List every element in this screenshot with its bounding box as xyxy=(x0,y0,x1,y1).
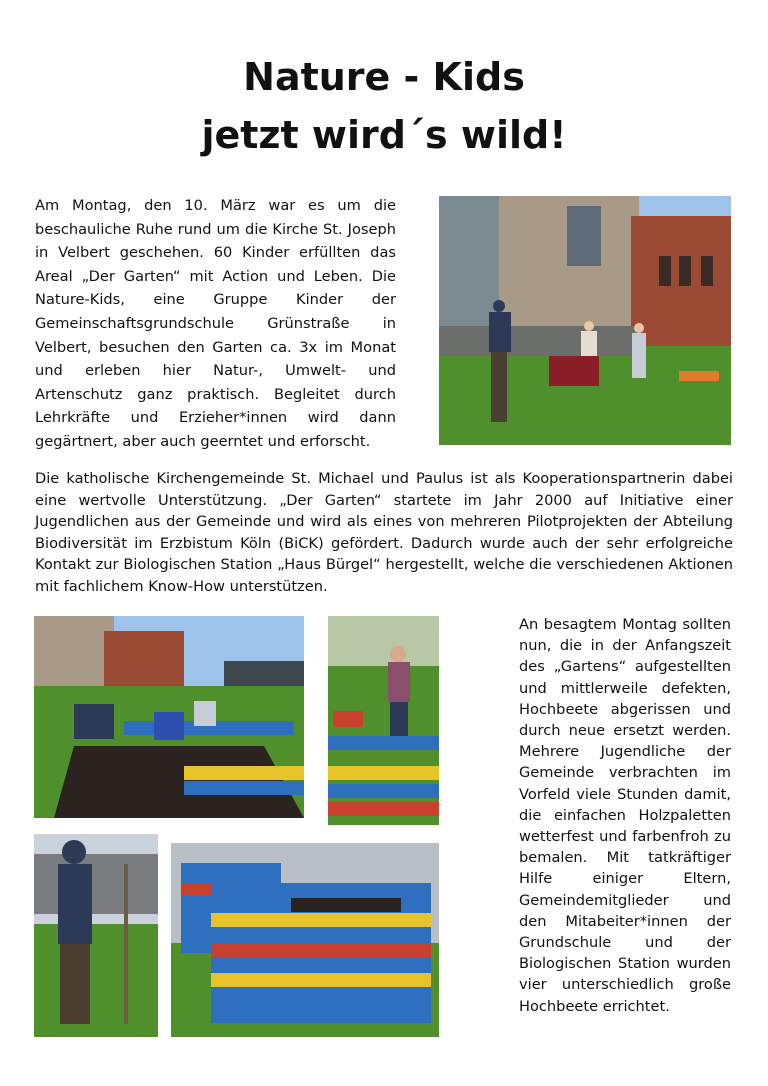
page-title-line-1: Nature - Kids xyxy=(243,55,525,99)
page-title-line-2: jetzt wird´s wild! xyxy=(201,113,567,157)
intro-paragraph: Am Montag, den 10. März war es um die beschauliche Ruhe rund um die Kirche St. Joseph in Velbert geschehen. 60 Kinder erfüllten das Areal „Der Garten“ mit Action und Leben. Die Nature-Kids, eine Gruppe Kinder der Gemeinschaftsgrundschule Grünstraße in Velbert, besuchen den Garten ca. 3x im Monat und erleben hier Natur-, Umwelt- und Artenschutz ganz praktisch. Begleitet durch Lehrkräfte und Erzieher*innen wird dann gegärtnert, aber auch geerntet und erforscht. xyxy=(35,197,396,450)
photo-woman-shovel xyxy=(328,616,439,825)
photo-person-tree xyxy=(34,834,158,1037)
photo-church-children xyxy=(439,196,731,445)
photo-finished-raised-beds xyxy=(171,843,439,1037)
photo-digging-raised-bed xyxy=(34,616,304,818)
partner-paragraph: Die katholische Kirchengemeinde St. Michael und Paulus ist als Kooperationspartnerin dabei eine wertvolle Unterstützung. „Der Garten“ startete im Jahr 2000 auf Initiative einer Jugendlichen aus der Gemeinde und wird als eines von mehreren Pilotprojekten der Abteilung Biodiversität im Erzbistum Köln (BiCK) gefördert. Dadurch wurde auch der sehr erfolgreiche Kontakt zur Biologischen Station „Haus Bürgel“ hergestellt, welche die verschiedenen Aktionen mit fachlichem Know-How unterstützen. xyxy=(35,470,733,595)
hochbeete-paragraph: An besagtem Montag sollten nun, die in der Anfangszeit des „Gartens“ aufgestellten und mittlerweile defekten, Hochbeete abgerissen und durch neue ersetzt werden. Mehrere Jugendliche der Gemeinde verbrachten im Vorfeld viele Stunden damit, die einfachen Holzpaletten wetterfest und farbenfroh zu bemalen. Mit tatkräftiger Hilfe einiger Eltern, Gemeindemitglieder und den Mitabeiter*innen der Grundschule und der Biologischen Station wurden vier unterschiedlich große Hochbeete errichtet. xyxy=(519,616,731,1015)
